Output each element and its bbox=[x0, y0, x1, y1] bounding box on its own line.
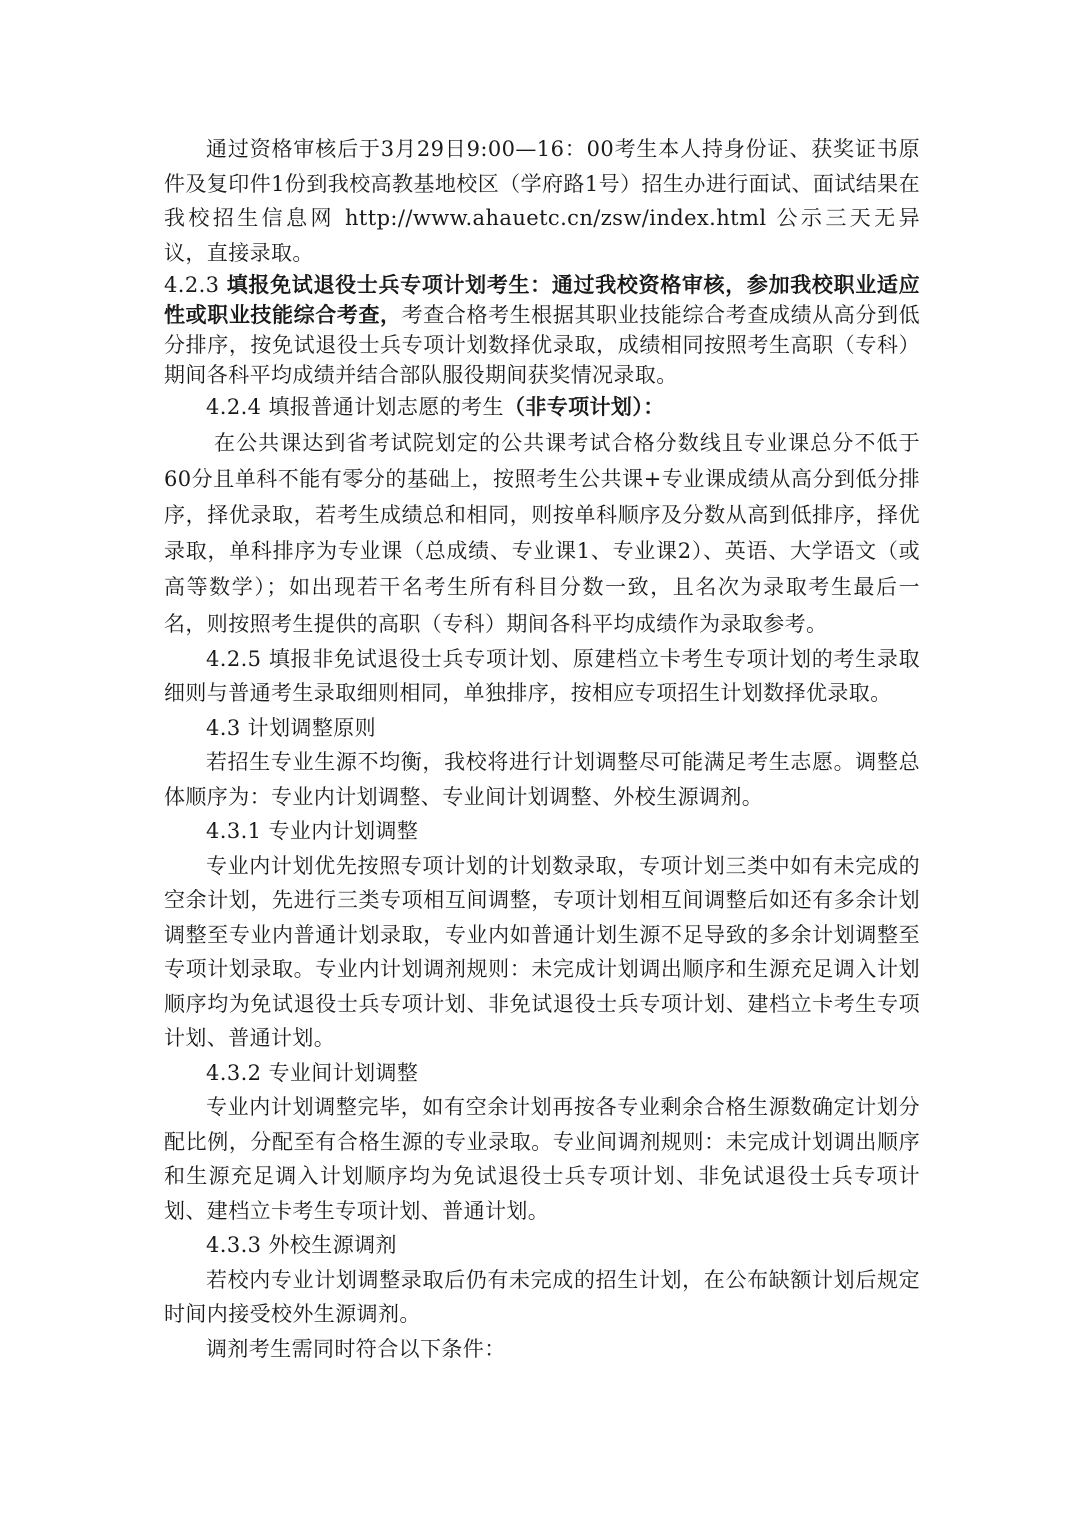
section-heading-4-2-4: 4.2.4 填报普通计划志愿的考生（非专项计划）： bbox=[206, 394, 665, 419]
section-heading-4-3: 4.3 计划调整原则 bbox=[206, 715, 377, 740]
paragraph-4-2-5: 4.2.5 填报非免试退役士兵专项计划、原建档立卡考生专项计划的考生录取细则与普通考生录取细则相同，单独排序，按相应专项招生计划数择优录取。 bbox=[164, 646, 920, 706]
section-4-2-3 bbox=[164, 270, 920, 390]
paragraph-4-3-3: 若校内专业计划调整录取后仍有未完成的招生计划，在公布缺额计划后规定时间内接受校外生源调剂。 bbox=[164, 1267, 920, 1327]
paragraph-4-2-4: 在公共课达到省考试院划定的公共课考试合格分数线且专业课总分不低于60分且单科不能有零分的基础上，按照考生公共课+专业课成绩从高分到低分排序，择优录取，若考生成绩总和相同，则按单科顺序及分数从高到低排序，择优录取，单科排序为专业课（总成绩、专业课1、专业课2）、英语、大学语文（或高等数学）；如出现若干名考生所有科目分数一致，且名次为录取考生最后一名，则按照考生提供的高职（专科）期间各科平均成绩作为录取参考。 bbox=[164, 430, 920, 636]
paragraph-4-3-1: 专业内计划优先按照专项计划的计划数录取，专项计划三类中如有未完成的空余计划，先进行三类专项相互间调整，专项计划相互间调整后如还有多余计划调整至专业内普通计划录取，专业内如普通计划生源不足导致的多余计划调整至专项计划录取。专业内计划调剂规则：未完成计划调出顺序和生源充足调入计划顺序均为免试退役士兵专项计划、非免试退役士兵专项计划、建档立卡考生专项计划、普通计划。 bbox=[164, 853, 920, 1051]
section-heading-4-3-1: 4.3.1 专业内计划调整 bbox=[206, 819, 419, 844]
paragraph-interview: 通过资格审核后于3月29日9:00—16：00考生本人持身份证、获奖证书原件及复印件1份到我校高教基地校区（学府路1号）招生办进行面试、面试结果在我校招生信息网 http://www.ahauetc.cn/zsw/index.html 公示三天无异议，直接录取。 bbox=[164, 137, 920, 265]
section-heading-4-3-2: 4.3.2 专业间计划调整 bbox=[206, 1060, 419, 1085]
section-number: 4.2.3 bbox=[164, 273, 227, 297]
paragraph-4-3: 若招生专业生源不均衡，我校将进行计划调整尽可能满足考生志愿。调整总体顺序为：专业内计划调整、专业间计划调整、外校生源调剂。 bbox=[164, 750, 920, 809]
document-page bbox=[164, 132, 920, 1366]
paragraph-conditions: 调剂考生需同时符合以下条件： bbox=[206, 1336, 506, 1361]
paragraph-4-3-2: 专业内计划调整完毕，如有空余计划再按各专业剩余合格生源数确定计划分配比例，分配至有合格生源的专业录取。专业间调剂规则：未完成计划调出顺序和生源充足调入计划顺序均为免试退役士兵专项计划、非免试退役士兵专项计划、建档立卡考生专项计划、普通计划。 bbox=[164, 1095, 920, 1223]
section-bold-text: 填报免试退役士兵专项计划考生：通过我校资格审核，参加我校职业适应性或职业技能综合考查， bbox=[164, 272, 920, 327]
section-heading-4-3-3: 4.3.3 外校生源调剂 bbox=[206, 1233, 397, 1258]
section-body-text: 考查合格考生根据其职业技能综合考查成绩从高分到低分排序，按免试退役士兵专项计划数择优录取，成绩相同按照考生高职（专科）期间各科平均成绩并结合部队服役期间获奖情况录取。 bbox=[164, 303, 920, 387]
